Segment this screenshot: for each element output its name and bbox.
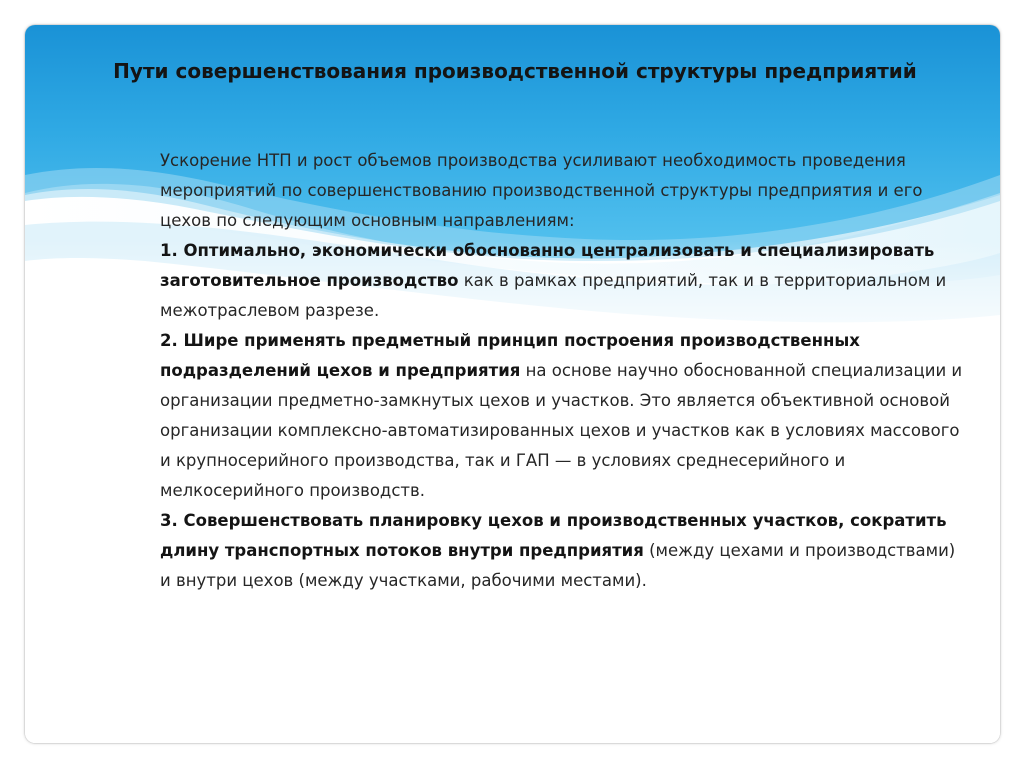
- intro-paragraph: Ускорение НТП и рост объемов производства усиливают необходимость проведения мероприятий по совершенствованию производственной структуры предприятия и его цехов по следующим основным направлениям:: [160, 151, 923, 230]
- list-item-1: [60, 236, 970, 326]
- list-item-2: [60, 326, 970, 506]
- list-item-3-text: (между цехами и производствами) и внутри цехов (между участками, рабочими местами).: [160, 541, 956, 590]
- list-item-3: [60, 506, 970, 596]
- slide-title: Пути совершенствования производственной структуры предприятий: [113, 59, 917, 83]
- list-item-1-text: как в рамках предприятий, так и в территориальном и межотраслевом разрезе.: [160, 271, 947, 320]
- list-item-2-bold: 2. Шире применять предметный принцип построения производственных подразделений цехов и предприятия: [160, 331, 860, 380]
- list-item-1-bold: 1. Оптимально, экономически обоснованно централизовать и специализировать заготовительное производство: [160, 241, 935, 290]
- slide-body: [60, 146, 970, 596]
- list-item-3-bold: 3. Совершенствовать планировку цехов и производственных участков, сократить длину транспортных потоков внутри предприятия: [160, 511, 947, 560]
- list-item-2-text: на основе научно обоснованной специализации и организации предметно-замкнутых цехов и участков. Это является объективной основой организации комплексно-автоматизированных цехов и участков как в условиях массового и крупносерийного производства, так и ГАП — в условиях среднесерийного и мелкосерийного производств.: [160, 361, 963, 500]
- slide-frame: [25, 25, 1000, 743]
